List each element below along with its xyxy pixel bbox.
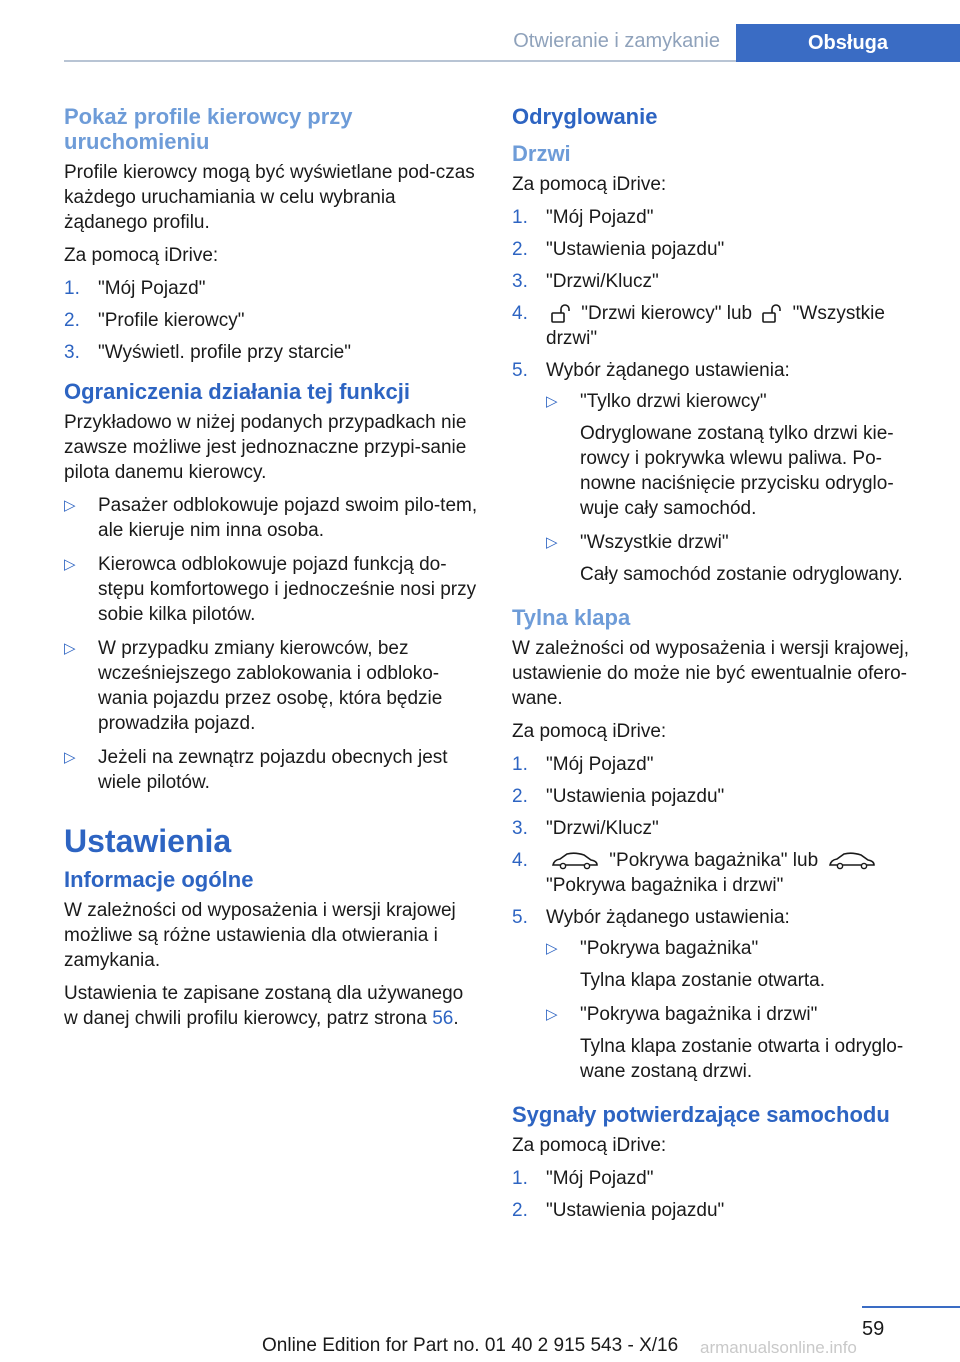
- list-item: [512, 269, 932, 294]
- heading-settings: Ustawienia: [64, 823, 232, 859]
- step-number: 2.: [512, 1200, 528, 1221]
- step-text: "Wszystkie drzwi": [546, 303, 885, 349]
- list-item: [512, 358, 932, 587]
- option-title: "Pokrywa bagażnika i drzwi": [580, 1004, 818, 1025]
- page-reference-link[interactable]: 56: [432, 1008, 454, 1029]
- step-number: 2.: [64, 310, 80, 331]
- edition-line: Online Edition for Part no. 01 40 2 915 543 - X/16: [262, 1335, 679, 1356]
- heading-tailgate: Tylna klapa: [512, 605, 631, 630]
- list-item: [64, 493, 480, 543]
- paragraph-limitations: Przykładowo w niżej podanych przypadkach nie zawsze możliwe jest jednoznaczne przypi-sanie pilota danemu kierowcy.: [64, 412, 467, 483]
- list-item: [64, 745, 480, 795]
- doors-steps: [512, 205, 932, 587]
- option-title: "Wszystkie drzwi": [580, 532, 729, 553]
- open-padlock-icon: [550, 304, 572, 324]
- paragraph-profiles: Profile kierowcy mogą być wyświetlane pod-czas każdego uruchamiania w celu wybrania żądanego profilu.: [64, 162, 475, 233]
- list-item: [546, 389, 932, 521]
- list-item: [512, 905, 932, 1084]
- step-text: "Pokrywa bagażnika i drzwi": [546, 875, 784, 896]
- tailgate-steps: [512, 752, 932, 1084]
- step-text: Wybór żądanego ustawienia:: [546, 360, 790, 381]
- header-section-title: Otwieranie i zamykanie: [513, 30, 720, 52]
- option-description: Tylna klapa zostanie otwarta.: [580, 970, 826, 991]
- signals-steps: [512, 1166, 932, 1223]
- profiles-steps: [64, 276, 480, 365]
- saved-text: Ustawienia te zapisane zostaną dla używanego w danej chwili profilu kierowcy, patrz strona: [64, 983, 464, 1029]
- step-text: "Wyświetl. profile przy starcie": [98, 342, 351, 363]
- list-item: [512, 237, 932, 262]
- car-outline-icon: [550, 851, 600, 871]
- step-number: 2.: [512, 239, 528, 260]
- list-item: [512, 816, 932, 841]
- step-text: "Mój Pojazd": [546, 754, 654, 775]
- list-item: [64, 636, 480, 736]
- list-item: [64, 308, 480, 333]
- bullet-text: Kierowca odblokowuje pojazd funkcją do-stępu komfortowego i jednocześnie nosi przy sobie kilka pilotów.: [98, 554, 477, 625]
- triangle-bullet-icon: ▷: [546, 534, 558, 551]
- option-description: Cały samochód zostanie odryglowany.: [580, 564, 903, 585]
- tailgate-options: [546, 936, 932, 1084]
- list-item: [546, 530, 932, 587]
- open-padlock-icon: [761, 304, 783, 324]
- heading-confirmation-signals: Sygnały potwierdzające samochodu: [512, 1102, 890, 1127]
- step-number: 1.: [64, 278, 80, 299]
- step-text: Wybór żądanego ustawienia:: [546, 907, 790, 928]
- paragraph-idrive: Za pomocą iDrive:: [512, 174, 667, 195]
- list-item: [512, 1166, 932, 1191]
- step-number: 2.: [512, 786, 528, 807]
- triangle-bullet-icon: ▷: [546, 1006, 558, 1023]
- saved-end: .: [453, 1008, 459, 1029]
- heading-show-profiles: Pokaż profile kierowcy przy uruchomieniu: [64, 104, 353, 154]
- triangle-bullet-icon: ▷: [546, 940, 558, 957]
- bullet-text: Pasażer odblokowuje pojazd swoim pilo-tem, ale kieruje nim inna osoba.: [98, 495, 478, 541]
- triangle-bullet-icon: ▷: [64, 749, 76, 766]
- step-number: 4.: [512, 850, 528, 871]
- list-item: [512, 301, 932, 351]
- step-number: 3.: [512, 818, 528, 839]
- limitations-list: [64, 493, 480, 795]
- step-number: 3.: [64, 342, 80, 363]
- step-number: 1.: [512, 207, 528, 228]
- heading-unlocking: Odryglowanie: [512, 104, 658, 129]
- step-text: "Drzwi kierowcy" lub: [581, 303, 753, 324]
- paragraph-idrive: Za pomocą iDrive:: [64, 245, 219, 266]
- heading-general-info: Informacje ogólne: [64, 867, 254, 892]
- list-item: [64, 552, 480, 627]
- watermark: armanualsonline.info: [700, 1338, 857, 1357]
- list-item: [64, 276, 480, 301]
- list-item: [512, 784, 932, 809]
- triangle-bullet-icon: ▷: [546, 393, 558, 410]
- step-number: 1.: [512, 754, 528, 775]
- paragraph-idrive: Za pomocą iDrive:: [512, 721, 667, 742]
- step-text: "Profile kierowcy": [98, 310, 245, 331]
- step-number: 5.: [512, 907, 528, 928]
- step-text: "Mój Pojazd": [546, 1168, 654, 1189]
- step-text: "Ustawienia pojazdu": [546, 1200, 725, 1221]
- heading-limitations: Ograniczenia działania tej funkcji: [64, 379, 410, 404]
- paragraph-general: W zależności od wyposażenia i wersji krajowej możliwe są różne ustawienia dla otwierania i zamykania.: [64, 900, 456, 971]
- option-description: Odryglowane zostaną tylko drzwi kie-rowcy i pokrywka wlewu paliwa. Po-nowne naciśnięcie przycisku odryglo-wuje cały samochód.: [580, 423, 894, 519]
- list-item: [64, 340, 480, 365]
- list-item: [546, 1002, 932, 1084]
- bullet-text: Jeżeli na zewnątrz pojazdu obecnych jest wiele pilotów.: [98, 747, 448, 793]
- list-item: [512, 205, 932, 230]
- step-number: 4.: [512, 303, 528, 324]
- step-text: "Mój Pojazd": [98, 278, 206, 299]
- step-text: "Mój Pojazd": [546, 207, 654, 228]
- step-text: "Drzwi/Klucz": [546, 271, 659, 292]
- triangle-bullet-icon: ▷: [64, 497, 76, 514]
- list-item: [512, 1198, 932, 1223]
- doors-options: [546, 389, 932, 587]
- footer-rule: [862, 1306, 960, 1308]
- paragraph-saved-profile: [64, 981, 480, 1031]
- right-column: [512, 104, 932, 1237]
- option-description: Tylna klapa zostanie otwarta i odryglo-wane zostaną drzwi.: [580, 1036, 904, 1082]
- page-number: 59: [862, 1318, 885, 1340]
- step-text: "Ustawienia pojazdu": [546, 239, 725, 260]
- header-chapter-tab: Obsługa: [736, 24, 960, 62]
- left-column: [64, 104, 480, 1039]
- step-text: "Ustawienia pojazdu": [546, 786, 725, 807]
- list-item: [546, 936, 932, 993]
- triangle-bullet-icon: ▷: [64, 556, 76, 573]
- car-outline-icon: [827, 851, 877, 871]
- step-text: "Pokrywa bagażnika" lub: [609, 850, 819, 871]
- option-title: "Tylko drzwi kierowcy": [580, 391, 767, 412]
- list-item: [512, 848, 932, 898]
- paragraph-idrive: Za pomocą iDrive:: [512, 1135, 667, 1156]
- option-title: "Pokrywa bagażnika": [580, 938, 759, 959]
- step-number: 1.: [512, 1168, 528, 1189]
- step-number: 3.: [512, 271, 528, 292]
- step-text: "Drzwi/Klucz": [546, 818, 659, 839]
- paragraph-tailgate: W zależności od wyposażenia i wersji krajowej, ustawienie do może nie być ewentualnie ofero-wane.: [512, 638, 910, 709]
- step-number: 5.: [512, 360, 528, 381]
- list-item: [512, 752, 932, 777]
- bullet-text: W przypadku zmiany kierowców, bez wcześniejszego zablokowania i odbloko-wania pojazdu przez osobę, która będzie prowadziła pojazd.: [98, 638, 443, 734]
- triangle-bullet-icon: ▷: [64, 640, 76, 657]
- heading-doors: Drzwi: [512, 141, 571, 166]
